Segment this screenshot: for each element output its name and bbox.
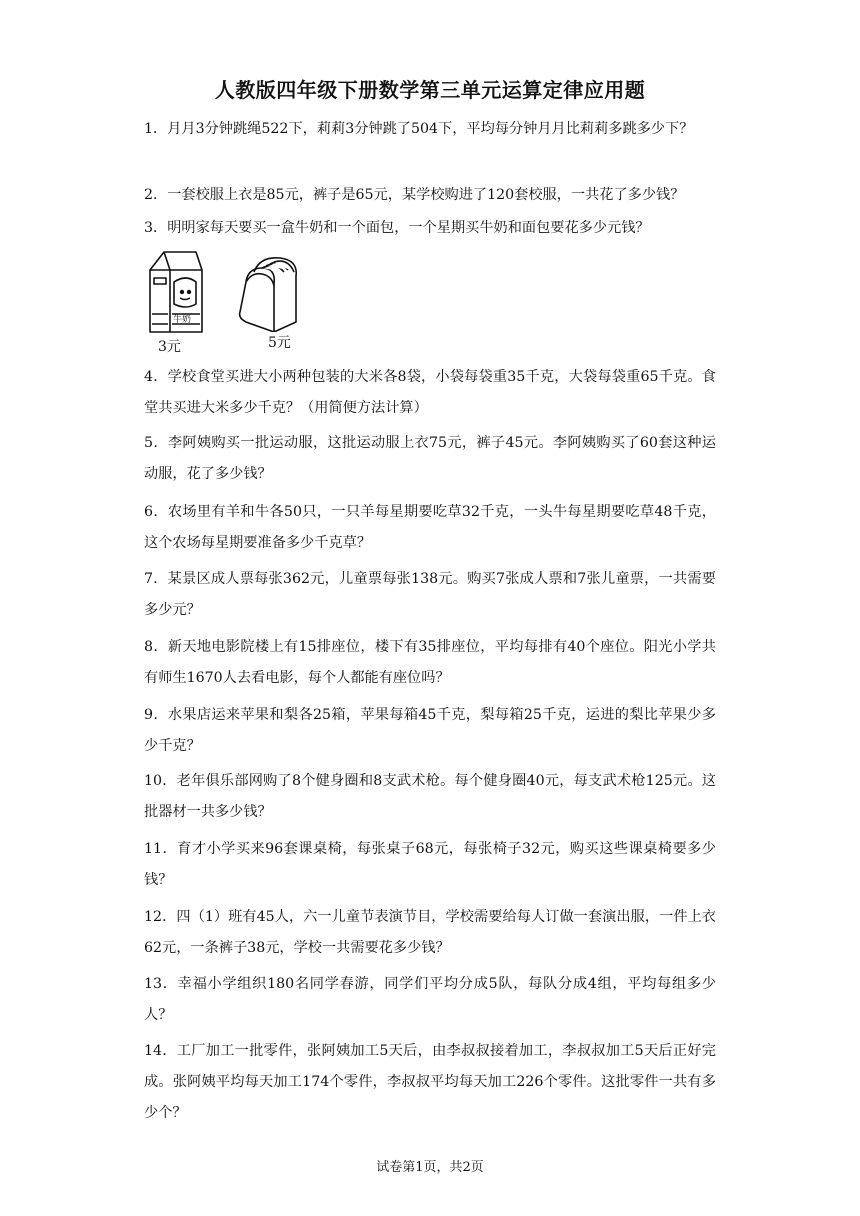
question-9: 9．水果店运来苹果和梨各25箱，苹果每箱45千克，梨每箱25千克，运进的梨比苹果少多少千克？ <box>144 707 716 754</box>
question-7: 7．某景区成人票每张362元，儿童票每张138元。购买7张成人票和7张儿童票，一共需要多少元？ <box>144 571 716 618</box>
question-10: 10．老年俱乐部网购了8个健身圈和8支武术枪。每个健身圈40元，每支武术枪125元。这批器材一共多少钱？ <box>144 773 716 820</box>
page-title: 人教版四年级下册数学第三单元运算定律应用题 <box>214 78 646 102</box>
question-4: 4．学校食堂买进大小两种包装的大米各8袋，小袋每袋重35千克，大袋每袋重65千克。食堂共买进大米多少千克？（用简便方法计算） <box>144 369 716 416</box>
question-3: 3．明明家每天要买一盒牛奶和一个面包，一个星期买牛奶和面包要花多少元钱？ <box>144 220 650 236</box>
question-12: 12．四（1）班有45人，六一儿童节表演节目，学校需要给每人订做一套演出服，一件上衣62元，一条裤子38元，学校一共需要花多少钱？ <box>144 909 716 956</box>
question-14: 14．工厂加工一批零件，张阿姨加工5天后，由李叔叔接着加工，李叔叔加工5天后正好完成。张阿姨平均每天加工174个零件，李叔叔平均每天加工226个零件。这批零件一共有多少个？ <box>144 1043 716 1121</box>
question-1: 1．月月3分钟跳绳522下，莉莉3分钟跳了504下，平均每分钟月月比莉莉多跳多少下？ <box>144 121 694 137</box>
milk-price: 3元 <box>158 339 181 355</box>
bread-price: 5元 <box>268 335 291 351</box>
question-8: 8．新天地电影院楼上有15排座位，楼下有35排座位，平均每排有40个座位。阳光小学共有师生1670人去看电影，每个人都能有座位吗？ <box>144 639 716 686</box>
question-2: 2．一套校服上衣是85元，裤子是65元，某学校购进了120套校服，一共花了多少钱？ <box>144 187 685 203</box>
milk-carton-label: 牛奶 <box>172 315 192 325</box>
page-footer: 试卷第1页，共2页 <box>376 1160 484 1175</box>
question-6: 6．农场里有羊和牛各50只，一只羊每星期要吃草32千克，一头牛每星期要吃草48千克，这个农场每星期要准备多少千克草？ <box>144 504 716 551</box>
question-3-illustration <box>144 248 344 360</box>
question-11: 11．育才小学买来96套课桌椅，每张桌子68元，每张椅子32元，购买这些课桌椅要多少钱？ <box>144 841 716 888</box>
question-13: 13．幸福小学组织180名同学春游，同学们平均分成5队，每队分成4组，平均每组多少人？ <box>144 976 716 1023</box>
bread-icon <box>234 252 314 332</box>
question-5: 5．李阿姨购买一批运动服，这批运动服上衣75元，裤子45元。李阿姨购买了60套这种运动服，花了多少钱？ <box>144 435 716 482</box>
